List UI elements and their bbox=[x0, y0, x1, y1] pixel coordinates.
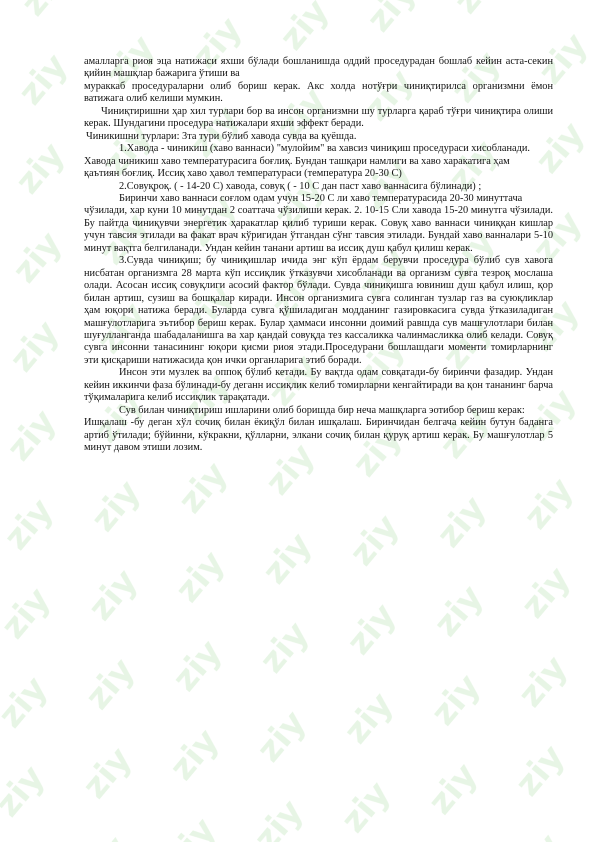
paragraph-8: 2.Совуқроқ. ( - 14-20 С) хавода, совуқ ( - 10 С дан паст хаво ваннасига бўлинади) ; bbox=[119, 180, 482, 192]
paragraph-11: 3.Сувда чиниқиш; бу чиниқишлар ичида энг кўп ёрдам берувчи проседура бўлиб сув хавога нисбатан организмга 28 марта кўп иссиқлик ўтказувчи хисобланади ва организм сувга тезроқ мослаша олади. Асосан иссиқ совуқлиги асосий фактор бўлади. Сувда чиниқишга ювиниш душ қабул илиш, қор билан артиш, сузиш ва бошқалар киради. Инсон организмига сувга солинган тузлар газ ва суюқликлар ҳам юқори натижа беради. Буларда сувга қўшиладиган модданинг газировкасига сувда ўтказиладиган машғулотларига эътибор бериш керак. Булар ҳаммаси инсонни доимий равшда сув машғулотлари билан шуғулланганда шабадаланишга ва хар қандай совуқда тез кассаликка чалинмасликка олиб келади. Совуқ сувга инсонни танасининг юқори қисми риоя этади.Проседурани бошлашдаги моменти томирларнинг эти қисқариши натижасида қон ички органларига этиб боради. bbox=[84, 255, 553, 366]
paragraph-6: Хавода чиникиш хаво температурасига боғлиқ. Бундан ташқари намлиги ва хаво харакатига ҳам bbox=[84, 155, 510, 167]
document-body bbox=[84, 56, 553, 455]
paragraph-10: чўзилади, хар куни 10 минутдан 2 соаттача чўзилиши керак. 2. 10-15 Сли хавода 15-20 минутга чўзилади. Бу пайтда чиниқувчи энергетик ҳаракатлар қилиб туриши керак. Совуқ хаво ваннаси чиниққан кишлар учун тавсия этилади ва факат врач кўригидан ўтгандан сўнг тавсия этилади. Бундай хаво ванналари 5-10 минут вақтга белгиланади. Ундан кейин танани артиш ва иссиқ душ қабул қилиш керак. bbox=[84, 205, 553, 254]
paragraph-3: Чиниқтиришни ҳар хил турлари бор ва инсон организмни шу турларга қараб тўғри чиниқтира олиши керак. Шундагини проседура натижалари яхши эффект беради. bbox=[84, 105, 553, 130]
paragraph-2: мураккаб проседураларни олиб бориш керак. Акс холда нотўғри чиниқтирилса организмни ёмон ватижага олиб келиши мумкин. bbox=[84, 80, 553, 105]
paragraph-12: Инсон эти музлек ва оппоқ бўлиб кетади. Бу вақтда одам совқатади-бу биринчи фазадир. Ундан кейин иккинчи фаза бўлинади-бу деганн иссиқлик келиб томирларни кенгайтиради ва қон тананинг барча тўқималарига келиб иссиқлик тарақатади. bbox=[84, 367, 553, 404]
paragraph-7: қаътиян боғлиқ. Иссиқ хаво ҳавол температураси (температура 20-30 С) bbox=[84, 168, 402, 180]
paragraph-9: Биринчи хаво ваннаси соғлом одам учун 15-20 С ли хаво температурасида 20-30 минуттача bbox=[119, 192, 523, 204]
paragraph-13: Сув билан чиниқтириш ишларини олиб боришда бир неча машқларга эотибор бериш керак: bbox=[119, 404, 525, 416]
paragraph-14: Ишқалаш -бу деган хўл сочиқ билан ёкиқўл билан ишқалаш. Биринчидан белгача кейин бутун баданга артиб ўтилади; бўйинни, кўкракни, қўлларни, элкани сочиқ билан қуруқ артиш керак. Бу машғулотлар 5 минут давом этиши лозим. bbox=[84, 417, 553, 454]
paragraph-4: Чиникишни турлари: 3та тури бўлиб хавода сувда ва қуёшда. bbox=[86, 130, 357, 142]
paragraph-5: 1.Хавода - чиникиш (хаво ваннаси) "мулойим" ва хавсиз чиниқиш проседураси хисобланади. bbox=[119, 143, 530, 155]
paragraph-1: амалларга риоя эца натижаси яхши бўлади бошланишда оддий проседурадан бошлаб кейин аста-секин қийин машқлар бажарига ўтиши ва bbox=[84, 56, 553, 80]
